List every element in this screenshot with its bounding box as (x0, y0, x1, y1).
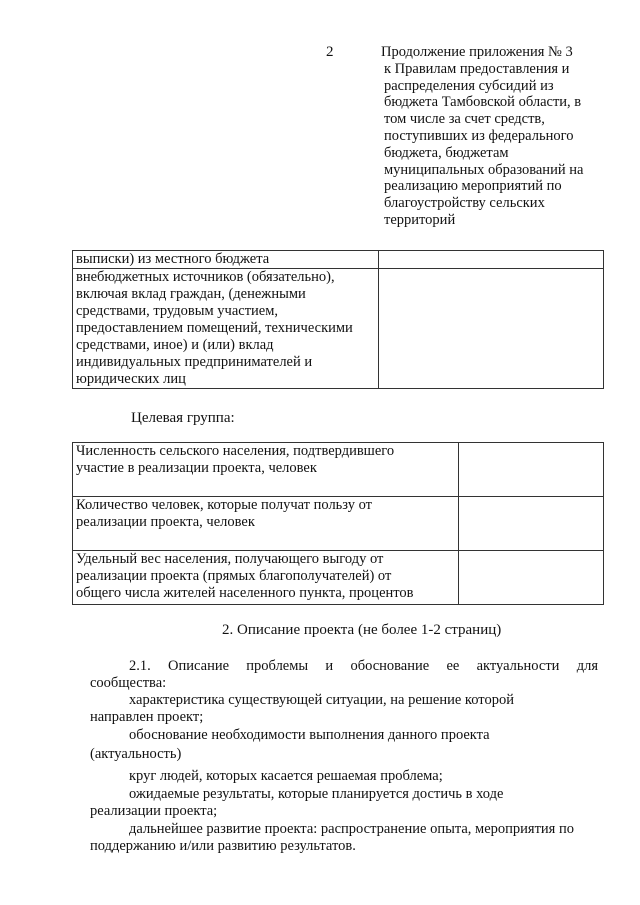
paragraph-line: характеристика существующей ситуации, на решение которой (129, 692, 514, 708)
table-cell-value (379, 251, 604, 269)
section-title: 2. Описание проекта (не более 1-2 страниц) (222, 622, 502, 638)
cell-text: общего числа жителей населенного пункта, процентов (76, 585, 414, 601)
header-line: том числе за счет средств, (384, 111, 545, 128)
table-row (73, 443, 604, 497)
cell-text: юридических лиц (76, 371, 186, 387)
appendix-header (381, 44, 604, 229)
cell-text: Численность сельского населения, подтвердившего (76, 443, 395, 459)
funding-sources-table (72, 250, 604, 389)
target-group-label: Целевая группа: (131, 410, 235, 426)
paragraph-line: направлен проект; (90, 709, 204, 725)
cell-text: средствами, иное) и (или) вклад (76, 337, 274, 353)
header-line: благоустройству сельских (384, 195, 545, 212)
cell-text: внебюджетных источников (обязательно), (76, 269, 335, 285)
paragraph-line: круг людей, которых касается решаемая проблема; (129, 768, 443, 784)
cell-text: индивидуальных предпринимателей и (76, 354, 313, 370)
header-line: бюджета Тамбовской области, в (384, 94, 582, 111)
paragraph-line: обоснование необходимости выполнения данного проекта (129, 727, 490, 743)
table-cell-value (379, 269, 604, 389)
table-row (73, 551, 604, 605)
cell-text: средствами, трудовым участием, (76, 303, 279, 319)
cell-text: Количество человек, которые получат пользу от (76, 497, 372, 513)
paragraph-line: дальнейшее развитие проекта: распространение опыта, мероприятия по (129, 821, 574, 837)
paragraph-line: сообщества: (90, 675, 167, 691)
page-number: 2 (326, 44, 334, 60)
paragraph-line: ожидаемые результаты, которые планируется достичь в ходе (129, 786, 504, 802)
paragraph-line: поддержанию и/или развитию результатов. (90, 838, 356, 854)
table-row (73, 269, 604, 389)
header-line: бюджета, бюджетам (384, 144, 509, 161)
cell-text: Удельный вес населения, получающего выгоду от (76, 551, 384, 567)
cell-text: реализации проекта, человек (76, 514, 255, 530)
cell-text: предоставлением помещений, техническими (76, 320, 353, 336)
table-cell-value (459, 497, 604, 551)
cell-text: участие в реализации проекта, человек (76, 460, 317, 476)
cell-text: выписки) из местного бюджета (76, 251, 270, 267)
table-cell-value (459, 443, 604, 497)
header-line: территорий (384, 211, 456, 228)
paragraph-line: 2.1. Описание проблемы и обоснование ее актуальности для (129, 658, 598, 674)
table-cell-value (459, 551, 604, 605)
target-group-table (72, 442, 604, 605)
paragraph-line: (актуальность) (90, 746, 182, 762)
table-cell-label (73, 551, 459, 605)
header-line: Продолжение приложения № 3 (381, 44, 573, 60)
table-cell-label (73, 443, 459, 497)
table-cell-label (73, 269, 379, 389)
table-row (73, 251, 604, 269)
header-line: к Правилам предоставления и (384, 60, 570, 77)
header-line: распределения субсидий из (384, 77, 554, 94)
table-cell-label (73, 497, 459, 551)
cell-text: включая вклад граждан, (денежными (76, 286, 306, 302)
table-row (73, 497, 604, 551)
table-cell-label (73, 251, 379, 269)
paragraph-line: реализации проекта; (90, 803, 218, 819)
header-line: муниципальных образований на (384, 161, 584, 178)
header-line: поступивших из федерального (384, 127, 574, 144)
header-line: реализацию мероприятий по (384, 178, 562, 195)
cell-text: реализации проекта (прямых благополучателей) от (76, 568, 392, 584)
